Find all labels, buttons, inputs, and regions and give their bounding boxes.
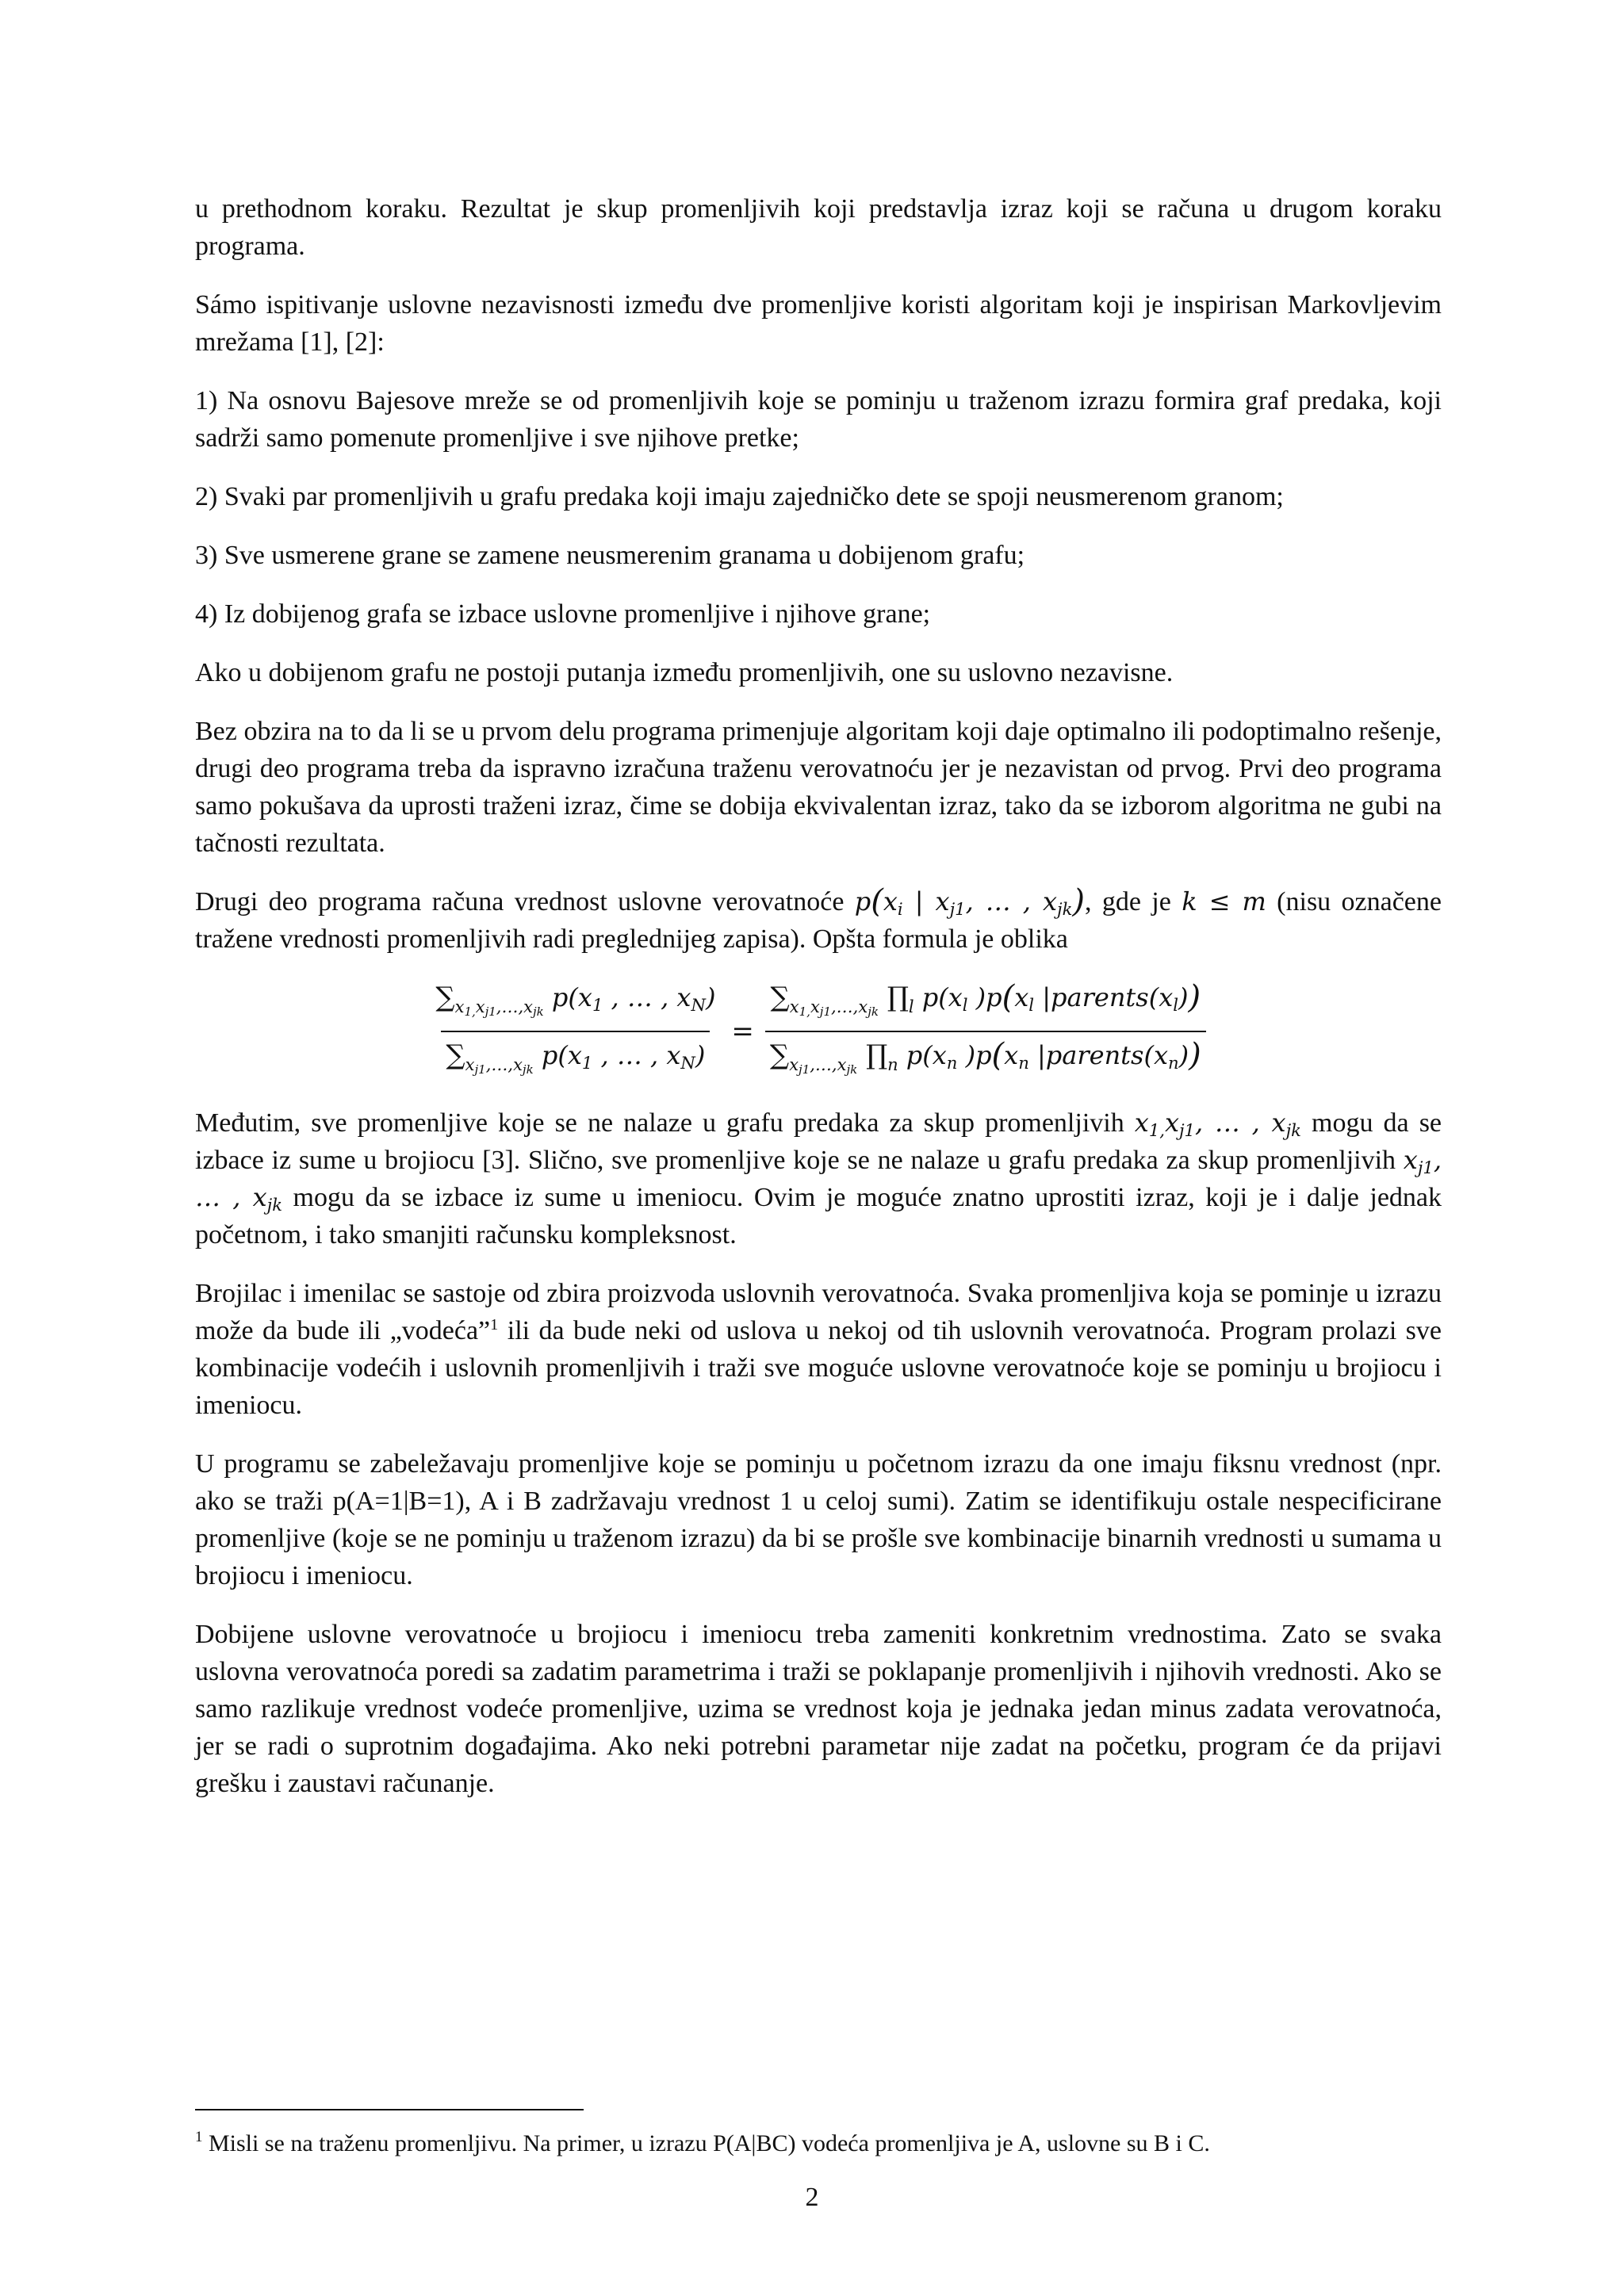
- list-item: 1) Na osnovu Bajesove mreže se od promenljivih koje se pominju u traženom izrazu formira graf predaka, koji sadrži samo pomenute promenljive i sve njihove pretke;: [195, 386, 1442, 453]
- inline-math: k ≤ m: [1182, 886, 1266, 916]
- inline-math: $x_{1,}x_{j1}$, … , $x_{jk}$: [1134, 1108, 1301, 1140]
- list-item: 4) Iz dobijenog grafa se izbace uslovne promenljive i njihove grane;: [195, 599, 931, 629]
- paragraph: Dobijene uslovne verovatnoće u brojiocu i imeniocu treba zameniti konkretnim vrednostima. Zato se svaka uslovna verovatnoća poredi sa zadatim parametrima i traži se poklapanje promenljivih i njihovih vrednosti. Ako se samo razlikuje vrednost vodeće promenljive, uzima se vrednost koja je jednaka jedan minus zadata verovatnoća, jer se radi o suprotnim događajima. Ako neki potrebni parametar nije zadat na početku, program će da prijavi grešku i zaustavi računanje.: [195, 1620, 1442, 1798]
- body-text: [195, 190, 1442, 1823]
- footnote: [195, 2128, 1442, 2160]
- footnote-text: Misli se na traženu promenljivu. Na primer, u izrazu P(A|BC) vodeća promenljiva je A, uslovne su B i C.: [209, 2130, 1210, 2156]
- equals-sign: =: [731, 1015, 754, 1047]
- footnote-divider: [195, 2109, 584, 2110]
- inline-math: $p(x_i$ | $x_{j1}$, … , $x_{jk}$): [854, 883, 1085, 920]
- paragraph: Ako u dobijenom grafu ne postoji putanja između promenljivih, one su uslovno nezavisne.: [195, 658, 1174, 687]
- formula-right-fraction: $\frac{\sum_{x_{1,}x_{j1},\dots,x_{jk}} \prod_l p(x_l )p(x_l |parents(x_l))}{\sum_{x_{j1},\dots,x_{jk}} \prod_n p(x_n )p(x_n |parents(x_n))}$: [765, 979, 1206, 1084]
- page-number: 2: [805, 2183, 819, 2212]
- paragraph: Sámo ispitivanje uslovne nezavisnosti između dve promenljive koristi algoritam koji je inspirisan Markovljevim mrežama [1], [2]:: [195, 290, 1442, 357]
- list-item: 3) Sve usmerene grane se zamene neusmerenim granama u dobijenom grafu;: [195, 541, 1025, 570]
- paragraph: Drugi deo programa računa vrednost uslovne verovatnoće $p(x_i$ | $x_{j1}$, … , $x_{jk}$), gde je k ≤ m (nisu označene tražene vrednosti promenljivih radi preglednijeg zapisa). Opšta formula je oblika: [195, 883, 1442, 954]
- formula: [195, 979, 1442, 1084]
- formula-left-fraction: $\frac{\sum_{x_{1,}x_{j1},\dots,x_{jk}} p(x_1 , \dots , x_N)}{\sum_{x_{j1},\dots,x_{jk}} p(x_1 , \dots , x_N)}$: [431, 979, 720, 1084]
- list-item: 2) Svaki par promenljivih u grafu predaka koji imaju zajedničko dete se spoji neusmerenom granom;: [195, 482, 1284, 511]
- footnote-marker: 1: [195, 2129, 203, 2145]
- paragraph: u prethodnom koraku. Rezultat je skup promenljivih koji predstavlja izraz koji se računa u drugom koraku programa.: [195, 194, 1442, 261]
- inline-math: $x_{j1}$, … , $x_{jk}$: [195, 1145, 1442, 1215]
- paragraph: Brojilac i imenilac se sastoje od zbira proizvoda uslovnih verovatnoća. Svaka promenljiva koja se pominje u izrazu može da bude ili „vodeća”$^1$ ili da bude neki od uslova u nekoj od tih uslovnih verovatnoća. Program prolazi sve kombinacije vodećih i uslovnih promenljivih i traži sve moguće uslovne verovatnoće koje se pominju u brojiocu i imeniocu.: [195, 1279, 1442, 1420]
- footnote-ref[interactable]: 1: [490, 1315, 499, 1334]
- paragraph: Međutim, sve promenljive koje se ne nalaze u grafu predaka za skup promenljivih $x_{1,}x_{j1}$, … , $x_{jk}$ mogu da se izbace iz sume u brojiocu [3]. Slično, sve promenljive koje se ne nalaze u grafu predaka za skup promenljivih $x_{j1}$, … , $x_{jk}$ mogu da se izbace iz sume u imeniocu. Ovim je moguće znatno uprostiti izraz, koji je i dalje jednak početnom, i tako smanjiti računsku kompleksnost.: [195, 1108, 1442, 1249]
- paragraph: U programu se zabeležavaju promenljive koje se pominju u početnom izrazu da one imaju fiksnu vrednost (npr. ako se traži p(A=1|B=1), A i B zadržavaju vrednost 1 u celoj sumi). Zatim se identifikuju ostale nespecificirane promenljive (koje se ne pominju u traženom izrazu) da bi se prošle sve kombinacije binarnih vrednosti u sumama u brojiocu i imeniocu.: [195, 1449, 1442, 1590]
- paragraph: Bez obzira na to da li se u prvom delu programa primenjuje algoritam koji daje optimalno ili podoptimalno rešenje, drugi deo programa treba da ispravno izračuna traženu verovatnoću jer je nezavistan od prvog. Prvi deo programa samo pokušava da uprosti traženi izraz, čime se dobija ekvivalentan izraz, tako da se izborom algoritma ne gubi na tačnosti rezultata.: [195, 717, 1442, 858]
